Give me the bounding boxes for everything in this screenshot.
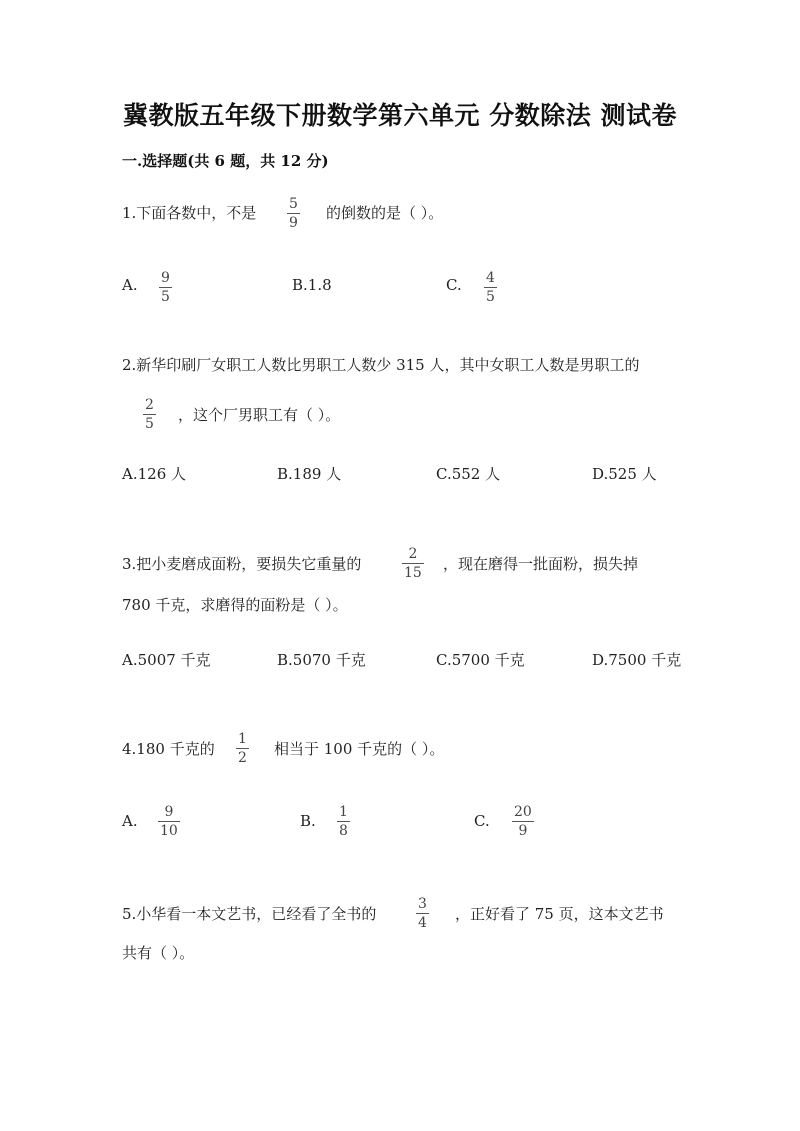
q4-text-after: 相当于 100 千克的（ ）。 [274, 740, 445, 758]
q2-text: 2.新华印刷厂女职工人数比男职工人数少 315 人，其中女职工人数是男职工的 [122, 356, 640, 374]
q1-option-b: B.1.8 [292, 276, 332, 294]
q5-text-after: ，正好看了 75 页，这本文艺书 [455, 905, 664, 923]
q4-fraction [236, 731, 249, 766]
q3-text-after: ，现在磨得一批面粉，损失掉 [443, 555, 639, 573]
q1-text: 1.下面各数中，不是 [122, 204, 257, 222]
q3-text-line2: 780 千克，求磨得的面粉是（ ）。 [122, 596, 348, 614]
q4-b-den: 8 [339, 823, 348, 839]
q3-option-b: B.5070 千克 [277, 651, 366, 669]
q1-option-c-label: C. [446, 276, 462, 294]
q1-option-a-label: A. [122, 276, 138, 294]
q1-denominator: 9 [289, 215, 298, 231]
q3-option-c: C.5700 千克 [436, 651, 525, 669]
q1-option-c-fraction [484, 270, 497, 305]
q1-option-a-fraction [159, 270, 172, 305]
q5-text: 5.小华看一本文艺书，已经看了全书的 [122, 905, 377, 923]
q4-option-b-fraction [337, 804, 350, 839]
q2-option-c: C.552 人 [436, 465, 501, 483]
q4-a-num: 9 [164, 804, 174, 820]
q2-text-after: ，这个厂男职工有（ ）。 [178, 406, 341, 424]
q3-text: 3.把小麦磨成面粉，要损失它重量的 [122, 555, 362, 573]
q4-c-den: 9 [518, 823, 528, 839]
section-heading: 一.选择题(共 6 题，共 12 分) [122, 152, 329, 170]
q3-option-d: D.7500 千克 [592, 651, 682, 669]
q2-num: 2 [145, 397, 154, 413]
q5-fraction [416, 896, 429, 931]
q4-option-a-fraction [158, 804, 180, 839]
q2-fraction [143, 397, 156, 432]
q4-text: 4.180 千克的 [122, 740, 215, 758]
q2-option-a: A.126 人 [122, 465, 186, 483]
q3-num: 2 [408, 546, 418, 562]
q1-c-den: 5 [486, 289, 495, 305]
q1-numerator: 5 [289, 196, 298, 212]
q4-option-c-label: C. [474, 812, 490, 830]
q4-num: 1 [238, 731, 247, 747]
q3-fraction [402, 546, 424, 581]
q5-num: 3 [418, 896, 427, 912]
q1-fraction [287, 196, 300, 231]
q3-option-a: A.5007 千克 [122, 651, 211, 669]
q2-option-d: D.525 人 [592, 465, 657, 483]
q2-option-b: B.189 人 [277, 465, 342, 483]
q1-c-num: 4 [486, 270, 495, 286]
q4-option-b-label: B. [300, 812, 316, 830]
q4-den: 2 [238, 750, 247, 766]
q4-c-num: 20 [514, 804, 532, 820]
q4-option-c-fraction [512, 804, 534, 839]
q5-den: 4 [418, 915, 427, 931]
q3-den: 15 [404, 565, 422, 581]
q4-b-num: 1 [339, 804, 348, 820]
q5-text-line2: 共有（ ）。 [122, 944, 195, 962]
q1-a-num: 9 [161, 270, 170, 286]
q1-text-after: 的倒数的是（ ）。 [326, 204, 444, 222]
q2-den: 5 [145, 416, 154, 432]
q4-a-den: 10 [160, 823, 178, 839]
q4-option-a-label: A. [122, 812, 138, 830]
q1-a-den: 5 [161, 289, 170, 305]
page-title: 冀教版五年级下册数学第六单元 分数除法 测试卷 [123, 101, 677, 130]
